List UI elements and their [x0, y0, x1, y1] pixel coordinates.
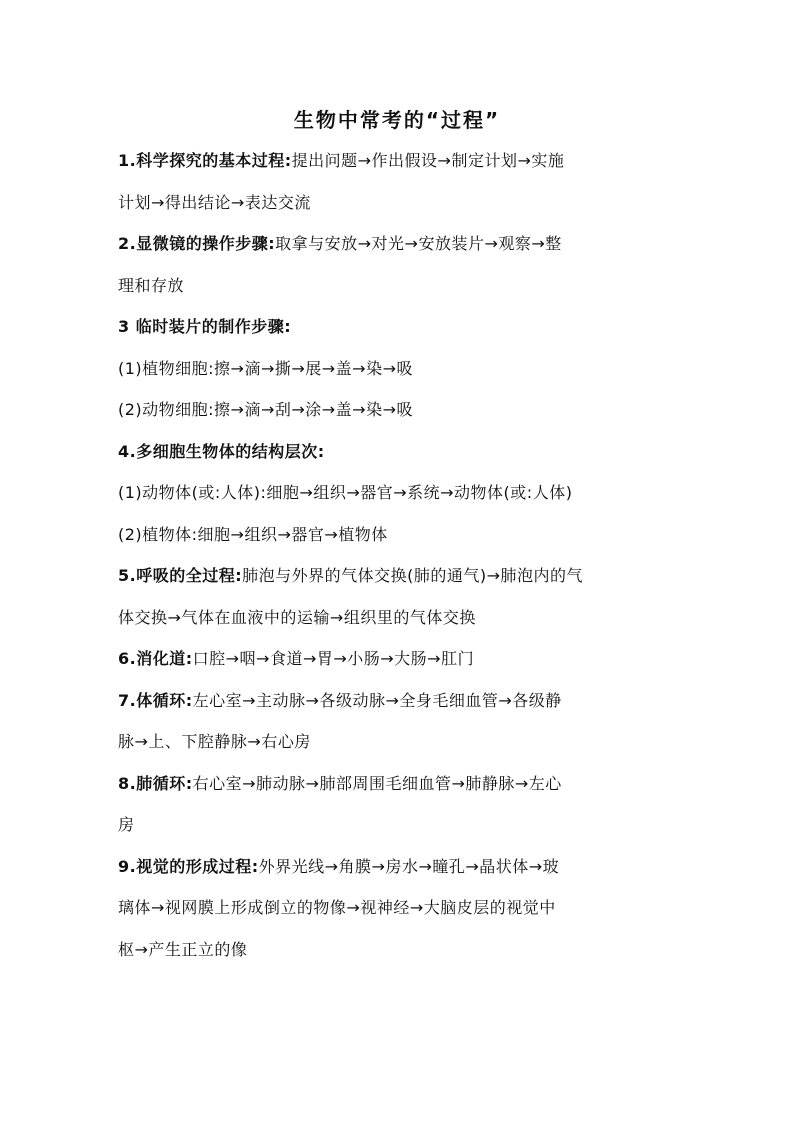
section-8-heading: 8.肺循环:: [118, 773, 193, 793]
section-4-item-1: (1)动物体(或:人体):细胞→组织→器官→系统→动物体(或:人体): [118, 483, 573, 502]
document-title: 生物中常考的“过程”: [293, 108, 501, 132]
document-body: [118, 140, 678, 970]
section-6-text: 口腔→咽→食道→胃→小肠→大肠→肛门: [192, 649, 475, 668]
section-6-line-1: [118, 638, 678, 680]
section-5-heading: 5.呼吸的全过程:: [118, 566, 243, 585]
section-1-text: 提出问题→作出假设→制定计划→实施: [291, 151, 565, 170]
section-7-text: 左心室→主动脉→各级动脉→全身毛细血管→各级静: [192, 690, 562, 710]
section-7-heading: 7.体循环:: [118, 690, 193, 710]
section-5-text: 肺泡与外界的气体交换(肺的通气)→肺泡内的气: [242, 566, 584, 585]
section-5-line-1: [118, 555, 678, 597]
section-4-item-2: (2)植物体:细胞→组织→器官→植物体: [118, 524, 388, 544]
section-8-text: 右心室→肺动脉→肺部周围毛细血管→肺静脉→左心: [192, 773, 562, 793]
section-7-line-2: 脉→上、下腔静脉→右心房: [118, 732, 311, 751]
section-3-item-2: (2)动物细胞:擦→滴→刮→涂→盖→染→吸: [118, 400, 413, 419]
section-2-line-2: 理和存放: [118, 275, 185, 295]
section-3-item-1: (1)植物细胞:擦→滴→撕→展→盖→染→吸: [118, 358, 413, 378]
section-9-line-2: 璃体→视网膜上形成倒立的物像→视神经→大脑皮层的视觉中: [118, 898, 556, 917]
section-1-line-1: [118, 140, 678, 182]
section-9-line-3: 枢→产生正立的像: [118, 939, 248, 959]
section-3-heading: 3 临时装片的制作步骤:: [118, 317, 292, 336]
section-1-heading: 1.科学探究的基本过程:: [118, 151, 292, 170]
section-8-line-1: [118, 763, 678, 805]
section-5-line-2: 体交换→气体在血液中的运输→组织里的气体交换: [118, 607, 476, 627]
section-9-heading: 9.视觉的形成过程:: [118, 856, 259, 876]
section-6-heading: 6.消化道:: [118, 649, 193, 668]
section-9-line-1: [118, 846, 678, 888]
section-8-line-2: 房: [118, 815, 135, 834]
section-2-heading: 2.显微镜的操作步骤:: [118, 234, 276, 253]
section-4-heading: 4.多细胞生物体的结构层次:: [118, 441, 325, 461]
section-2-text: 取拿与安放→对光→安放装片→观察→整: [275, 234, 562, 253]
section-2-line-1: [118, 223, 678, 265]
section-9-text: 外界光线→角膜→房水→瞳孔→晶状体→玻: [258, 856, 560, 876]
section-7-line-1: [118, 680, 678, 722]
section-1-line-2: 计划→得出结论→表达交流: [118, 192, 311, 212]
